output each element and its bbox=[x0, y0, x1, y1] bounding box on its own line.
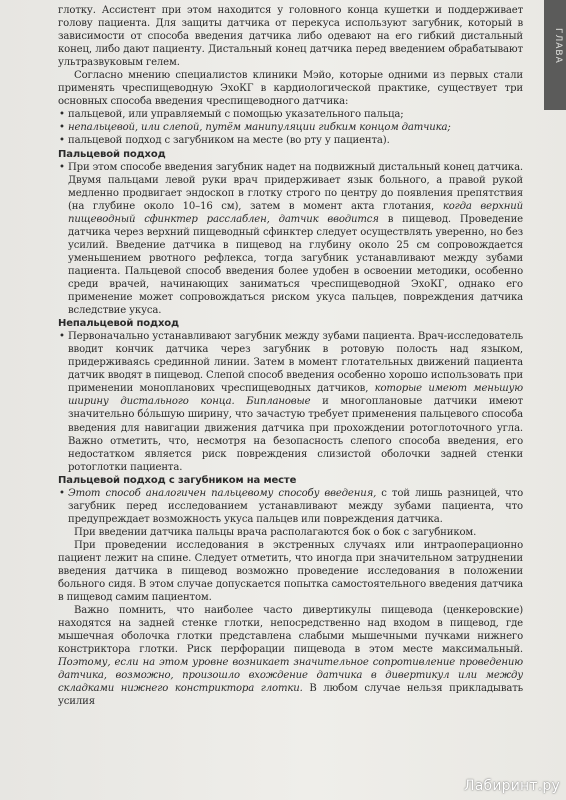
heading-mouthguard-approach: Пальцевой подход с загубником на месте bbox=[58, 474, 297, 486]
paragraph-4: Важно помнить, что наиболее часто дивертикулы пищевода (ценкеровские) находятся на задней стенке глотки, непосредственно над входом в пищевод, где мышечная оболочка глотки представлена слабыми мышечными пучками нижнего констриктора глотки. Риск перфорации пищевода в этом месте максимальный. Поэтому, если на этом уровне возникает значительное сопротивление проведению датчика, возможно, произошло вхождение датчика в дивертикул или между складками нижнего констриктора глотки. В любом случае нельзя прикладывать усилия bbox=[58, 605, 524, 708]
chapter-edge-tab bbox=[544, 0, 566, 110]
paragraph-3: При проведении исследования в экстренных случаях или интраоперационно пациент лежит на спине. Следует отметить, что иногда при значительном затруднении введения датчика в пищевод возможно проведение исследования в положении больного сидя. В этом случае допускается попытка самостоятельного введения датчика в пищевод самим пациентом. bbox=[58, 539, 523, 604]
list-item-finger: • пальцевой, или управляемый с помощью указательного пальца; bbox=[58, 108, 523, 121]
watermark-logo: Лабиринт.ру bbox=[464, 778, 560, 794]
mouthguard-note: При введении датчика пальцы врача располагаются бок о бок с загубником. bbox=[74, 526, 477, 538]
paragraph-2: Согласно мнению специалистов клиники Мэйо, которые одними из первых стали применять чреспищеводную ЭхоКГ в кардиологической практике, существует три основных способа введения чреспищеводного датчика: bbox=[58, 70, 523, 108]
list-item-mouthguard: • пальцевой подход с загубником на месте (во рту у пациента). bbox=[58, 134, 523, 147]
bullet-blind-approach: • Первоначально устанавливают загубник между зубами пациента. Врач-исследователь вводит кончик датчика через загубник в ротовую полость над языком, придерживаясь срединной линии. Затем в момент глотательных движений пациента датчик вводят в пищевод. Слепой способ введения особенно хорошо использовать при применении монопланових чреспищеводных датчиков, которые имеют меньшую ширину дистального конца. Биплановые и многоплановые датчики имеют значительно бóльшую ширину, что зачастую требует применения пальцевого способа введения для навигации движения датчика при прохождении ротоглоточного угла. Важно отметить, что, несмотря на безопасность слепого способа введения, его недостатком является риск повреждения слизистой оболочки задней стенки ротоглотки пациента. bbox=[58, 330, 523, 474]
list-item-blind: • непальцевой, или слепой, путём манипуляции гибким концом датчика; bbox=[58, 121, 523, 134]
heading-finger-approach: Пальцевой подход bbox=[58, 148, 166, 160]
heading-blind-approach: Непальцевой подход bbox=[58, 318, 179, 330]
page-text bbox=[58, 4, 523, 709]
bullet-mouthguard-approach: • Этот способ аналогичен пальцевому способу введения, с той лишь разницей, что загубник перед исследованием устанавливают между зубами пациента, что предупреждает возможность укуса пальцев или повреждения датчика. bbox=[58, 487, 523, 526]
bullet-finger-approach: • При этом способе введения загубник надет на подвижный дистальный конец датчика. Двумя пальцами левой руки врач придерживает язык больного, а правой рукой медленно продвигает эндоскоп в глотку строго по центру до появления препятствия (на глубине около 10–16 см), затем в момент акта глотания, когда верхний пищеводный сфинктер расслаблен, датчик вводится в пищевод. Проведение датчика через верхний пищеводный сфинктер следует осуществлять уверенно, но без усилий. Введение датчика в пищевод на глубину около 25 см сопровождается уменьшением рвотного рефлекса, тогда загубник устанавливают между зубами пациента. Пальцевой способ введения более удобен в освоении методики, особенно среди врачей, начинающих заниматься чреспищеводной ЭхоКГ, однако его применение может сопровождаться риском укуса пальцев, повреждения датчика вследствие укуса. bbox=[58, 161, 523, 318]
paragraph-1: глотку. Ассистент при этом находится у головного конца кушетки и поддерживает голову пациента. Для защиты датчика от перекуса используют загубник, который в зависимости от способа введения датчика либо одевают на его гибкий дистальный конец, либо дают пациенту. Дистальный конец датчика перед введением обрабатывают ультразвуковым гелем. bbox=[58, 5, 523, 69]
chapter-tab-label: ГЛАВА bbox=[553, 28, 563, 64]
